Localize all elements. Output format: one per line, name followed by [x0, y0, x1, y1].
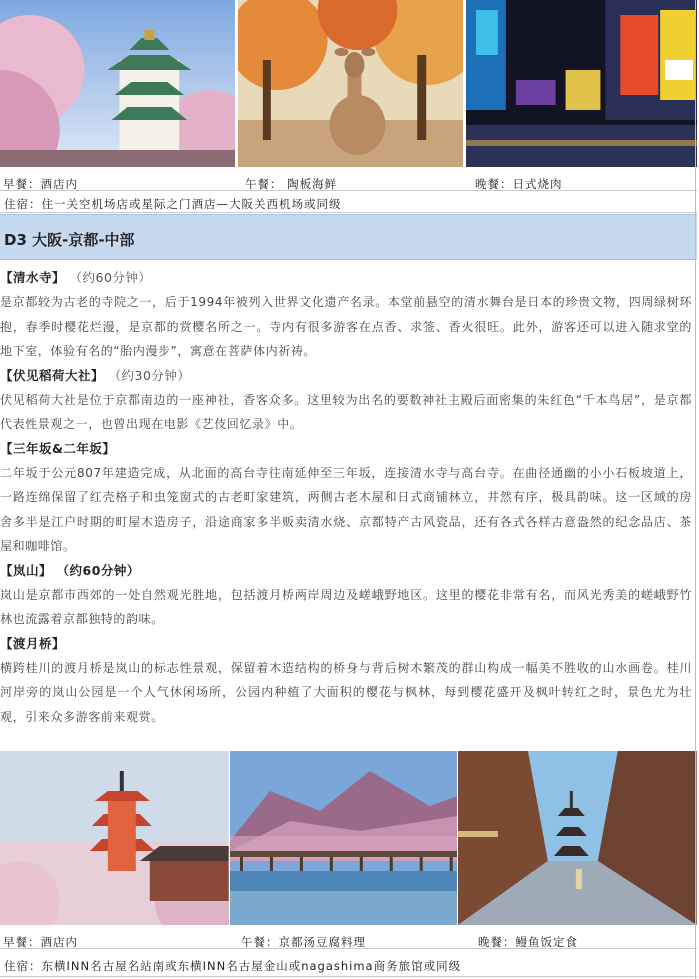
section-text-sannenzaka: 二年坂于公元807年建造完成，从北面的高台寺往南延伸至三年坂，连接清水寺与高台寺。在曲径通幽的小小石板坡道上，一路连绵保留了红壳格子和虫笼窗式的古老町家建筑，两侧古老木屋和日式商铺林立，井然有序，极具韵味。这一区域的房舍多半是江户时期的町屋木造房子，沿途商家多半贩卖清水烧、京都特产古风瓷品，还有各式各样古意盎然的纪念品店、茶屋和咖啡馆。 [0, 465, 692, 553]
osaka-castle-photo [0, 0, 235, 167]
dotonbori-photo [466, 0, 697, 167]
section-name: 【伏见稻荷大社】 [0, 367, 105, 383]
page-right-border [695, 0, 696, 979]
section-name: 【清水寺】 [0, 270, 66, 285]
section-title-fushimi [0, 364, 692, 388]
section-title-sannenzaka [0, 437, 692, 461]
kyoto-street-photo [458, 751, 697, 925]
dinner-label: 晚餐：鳗鱼饭定食 [478, 935, 578, 949]
top-photo-row [0, 0, 697, 167]
dinner-label: 晚餐：日式烧肉 [475, 177, 563, 191]
section-title-togetsukyo [0, 632, 692, 656]
section-name: 【岚山】 [0, 562, 53, 578]
breakfast-label: 早餐：酒店内 [3, 935, 78, 949]
breakfast-label: 早餐：酒店内 [3, 177, 78, 191]
section-text-togetsukyo: 横跨桂川的渡月桥是岚山的标志性景观，保留着木造结构的桥身与背后树木繁茂的群山构成一幅美不胜收的山水画卷。桂川河岸旁的岚山公园是一个人气休闲场所，公园内种植了大面积的樱花与枫林，每到樱花盛开及枫叶转红之时，景色尤为壮观，引来众多游客前来观赏。 [0, 660, 692, 724]
top-stay-row: 住宿：住一关空机场店或星际之门酒店—大阪关西机场或同级 [0, 191, 697, 213]
section-text-arashiyama: 岚山是京都市西郊的一处自然观光胜地，包括渡月桥两岸周边及嵯峨野地区。这里的樱花非常有名，而风光秀美的嵯峨野竹林也流露着京都独特的韵味。 [0, 587, 692, 626]
lunch-label: 午餐： 陶板海鲜 [245, 177, 338, 191]
section-text-fushimi: 伏见稻荷大社是位于京都南边的一座神社，香客众多。这里较为出名的要数神社主殿后面密集的朱红色“千本鸟居”，是京都代表性景观之一，也曾出现在电影《艺伎回忆录》中。 [0, 392, 692, 431]
section-name: 【三年坂&二年坂】 [0, 440, 116, 456]
pagoda-photo [0, 751, 229, 925]
day-header-bar [0, 214, 697, 260]
togetsukyo-bridge-photo [230, 751, 458, 925]
day-content [0, 266, 692, 729]
day-title: D3 大阪-京都-中部 [4, 231, 135, 249]
bottom-meal-row [0, 925, 697, 949]
section-name: 【渡月桥】 [0, 635, 66, 651]
section-duration: （约60分钟） [69, 270, 152, 285]
bottom-stay-row: 住宿：东横INN名古屋名站南或东横INN名古屋金山或nagashima商务旅馆或同级 [0, 953, 697, 977]
section-title-arashiyama [0, 559, 692, 583]
deer-photo [238, 0, 463, 167]
section-duration: （约30分钟） [108, 367, 191, 383]
lunch-label: 午餐：京都汤豆腐料理 [241, 935, 366, 949]
bottom-photo-row [0, 751, 697, 925]
top-meal-row [0, 167, 697, 191]
section-duration: （约60分钟） [56, 562, 140, 578]
section-text-kiyomizu: 是京都较为古老的寺院之一，后于1994年被列入世界文化遗产名录。本堂前悬空的清水舞台是日本的珍贵文物，四周绿树环抱，春季时樱花烂漫，是京都的赏樱名所之一。寺内有很多游客在点香、求签、香火很旺。此外，游客还可以进入随求堂的地下室，体验有名的“胎内漫步”，寓意在菩萨体内祈祷。 [0, 295, 692, 358]
section-title-kiyomizu [0, 266, 692, 290]
